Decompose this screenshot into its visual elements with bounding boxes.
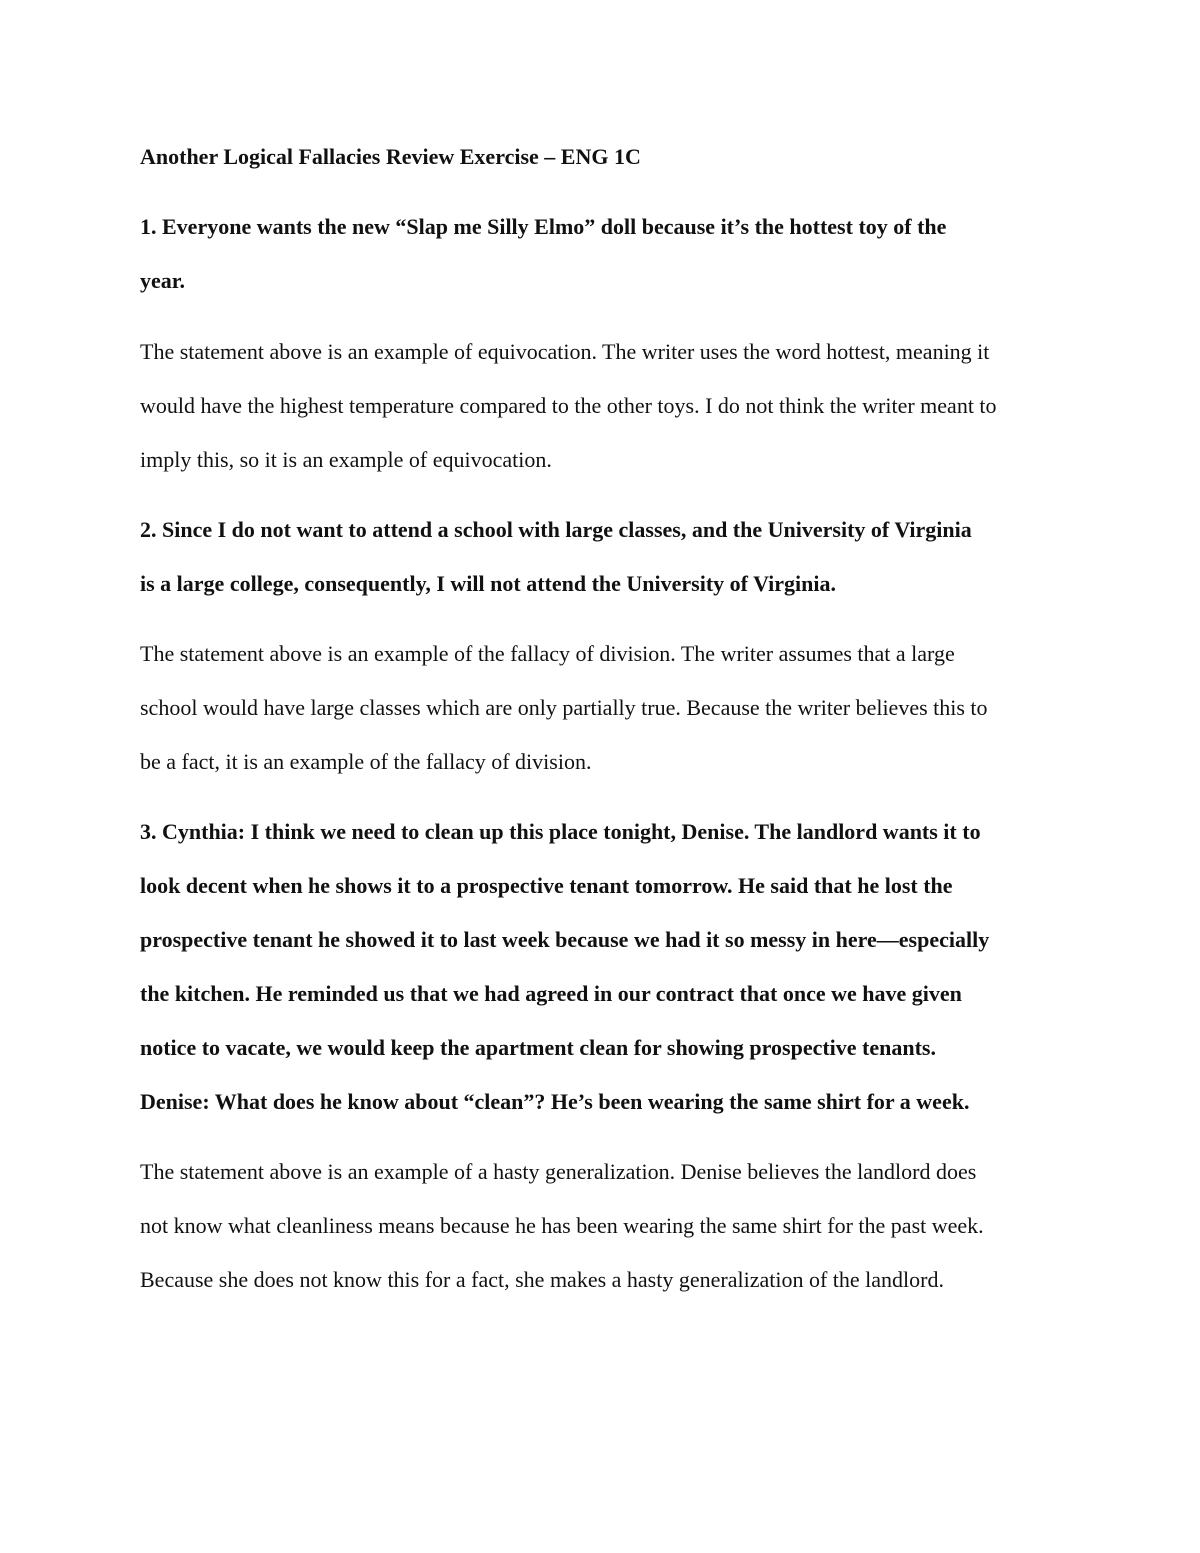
answer-3-line-1: The statement above is an example of a hasty generalization. Denise believes the landlord does [140, 1159, 977, 1184]
question-1-line-1: 1. Everyone wants the new “Slap me Silly Elmo” doll because it’s the hottest toy of the [140, 214, 947, 239]
answer-1-line-2: would have the highest temperature compared to the other toys. I do not think the writer meant to [140, 393, 997, 418]
document-title: Another Logical Fallacies Review Exercise – ENG 1C [140, 144, 641, 169]
question-2-line-1: 2. Since I do not want to attend a school with large classes, and the University of Virginia [140, 517, 972, 542]
answer-3-line-3: Because she does not know this for a fact, she makes a hasty generalization of the landlord. [140, 1267, 944, 1292]
question-3-line-6: Denise: What does he know about “clean”? He’s been wearing the same shirt for a week. [140, 1089, 970, 1114]
question-3-line-1: 3. Cynthia: I think we need to clean up this place tonight, Denise. The landlord wants it to [140, 819, 981, 844]
answer-2-line-3: be a fact, it is an example of the fallacy of division. [140, 749, 592, 774]
question-3-line-2: look decent when he shows it to a prospective tenant tomorrow. He said that he lost the [140, 873, 953, 898]
answer-1-line-3: imply this, so it is an example of equivocation. [140, 447, 552, 472]
question-3-line-4: the kitchen. He reminded us that we had agreed in our contract that once we have given [140, 981, 962, 1006]
answer-2-line-1: The statement above is an example of the fallacy of division. The writer assumes that a large [140, 641, 955, 666]
answer-3-line-2: not know what cleanliness means because he has been wearing the same shirt for the past week. [140, 1213, 984, 1238]
answer-1-line-1: The statement above is an example of equivocation. The writer uses the word hottest, meaning it [140, 339, 990, 364]
question-2-line-2: is a large college, consequently, I will not attend the University of Virginia. [140, 571, 837, 596]
question-3-line-3: prospective tenant he showed it to last week because we had it so messy in here—especially [140, 927, 990, 952]
question-3-line-5: notice to vacate, we would keep the apartment clean for showing prospective tenants. [140, 1035, 936, 1060]
question-1-line-2: year. [140, 268, 186, 293]
answer-2-line-2: school would have large classes which are only partially true. Because the writer believes this to [140, 695, 988, 720]
